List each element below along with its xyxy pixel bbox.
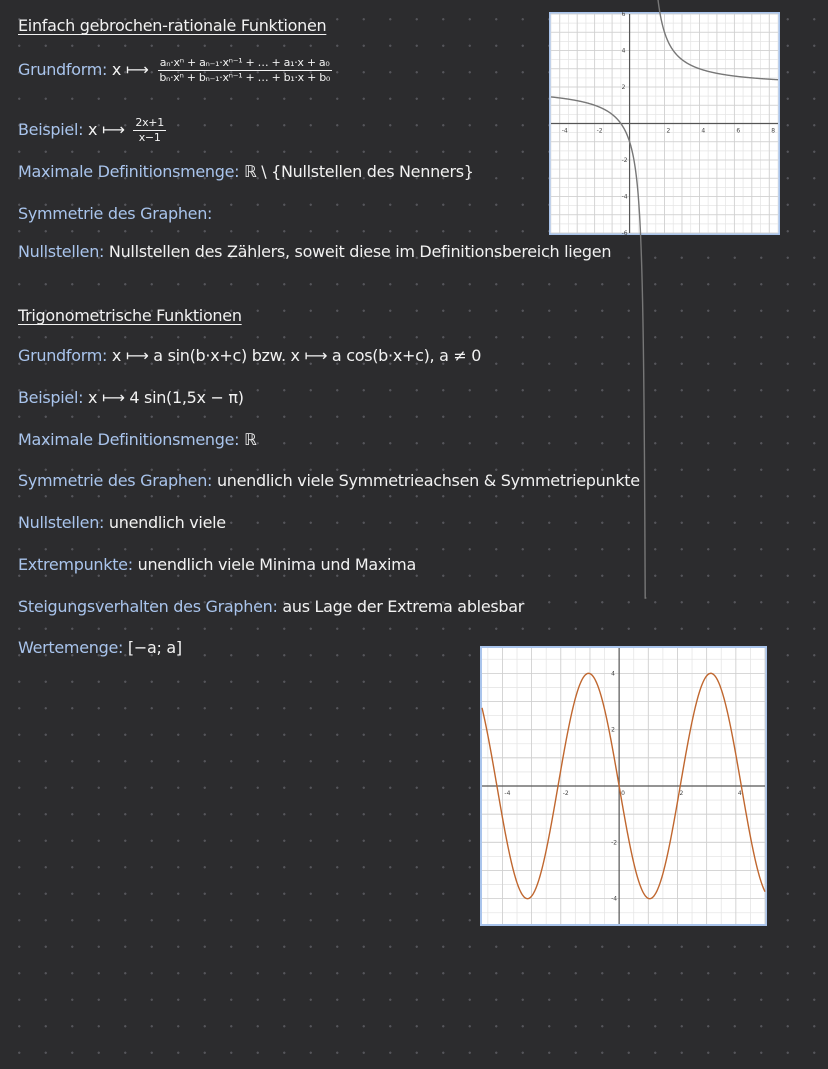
y-tick-label: 4 (621, 47, 626, 55)
sine-function-graph (480, 646, 767, 926)
section2-extrem-row (18, 555, 416, 574)
y-tick-label: -4 (621, 193, 628, 201)
x-tick-label: 6 (736, 127, 741, 135)
y-tick-label: -2 (621, 157, 628, 164)
section2-title: Trigonometrische Funktionen (18, 306, 242, 325)
x-tick-label: -4 (504, 790, 511, 797)
section1-null-label: Nullstellen: (18, 242, 105, 261)
x-tick-label: -2 (562, 790, 569, 797)
rational-function-graph (549, 12, 780, 235)
section1-null-value: Nullstellen des Zählers, soweit diese im Definitionsbereich liegen (108, 242, 612, 261)
section2-def-label: Maximale Definitionsmenge: (18, 430, 240, 449)
section2-werte-row (18, 638, 182, 657)
section2-beispiel-label: Beispiel: (18, 388, 84, 407)
section2-steig-label: Steigungsverhalten des Graphen: (18, 597, 278, 616)
section2-null-row (18, 513, 226, 532)
section1-def-label: Maximale Definitionsmenge: (18, 162, 240, 181)
section1-grundform-fraction (157, 56, 332, 85)
y-tick-label: 6 (621, 11, 626, 18)
section2-extrem-label: Extrempunkte: (18, 555, 133, 574)
y-tick-label: -4 (611, 895, 618, 903)
section1-beispiel-label: Beispiel: (18, 120, 84, 139)
section2-grundform-value: x ⟼ a sin(b·x+c) bzw. x ⟼ a cos(b·x+c), a ≠ 0 (111, 346, 482, 365)
function-curve (647, 0, 778, 80)
section2-sym-label: Symmetrie des Graphen: (18, 471, 213, 490)
y-tick-label: 2 (611, 726, 615, 734)
section1-grundform-lhs: x ⟼ (111, 60, 149, 79)
sine-function-chart (482, 648, 765, 924)
section1-beispiel-denominator: x−1 (138, 131, 161, 144)
section1-def-value: ℝ \ {Nullstellen des Nenners} (244, 162, 474, 181)
section1-sym-label: Symmetrie des Graphen: (18, 204, 213, 223)
y-tick-label: -2 (611, 839, 618, 847)
y-tick-label: 4 (611, 670, 615, 678)
section2-werte-label: Wertemenge: (18, 638, 124, 657)
section1-beispiel-row (18, 116, 166, 145)
section1-grundform-label: Grundform: (18, 60, 108, 79)
section1-sym-row (18, 204, 212, 223)
x-tick-label: 8 (771, 127, 776, 135)
y-tick-label: -6 (621, 230, 628, 237)
x-tick-label: -4 (561, 127, 568, 135)
rational-function-chart (551, 11, 778, 237)
section1-title: Einfach gebrochen-rationale Funktionen (18, 16, 327, 35)
x-tick-label: 4 (701, 127, 706, 135)
section2-extrem-value: unendlich viele Minima und Maxima (137, 555, 416, 574)
section1-beispiel-lhs: x ⟼ (87, 120, 125, 139)
section2-null-value: unendlich viele (108, 513, 226, 532)
section1-grundform-denominator: bₙ·xⁿ + bₙ₋₁·xⁿ⁻¹ + … + b₁·x + b₀ (159, 71, 330, 84)
y-tick-label: 2 (621, 84, 626, 91)
section2-null-label: Nullstellen: (18, 513, 105, 532)
x-tick-label: 4 (737, 790, 742, 797)
section2-grundform-row (18, 346, 481, 365)
x-tick-label: -2 (596, 127, 603, 135)
section1-grundform-row (18, 56, 332, 85)
section1-def-row (18, 162, 474, 181)
section2-sym-row (18, 471, 640, 490)
section2-beispiel-row (18, 388, 244, 407)
x-tick-label: 0 (621, 790, 625, 797)
section2-def-row (18, 430, 256, 449)
section2-beispiel-value: x ⟼ 4 sin(1,5x − π) (87, 388, 244, 407)
section1-beispiel-fraction (133, 116, 166, 145)
section1-null-row (18, 242, 611, 261)
section2-steig-row (18, 597, 524, 616)
x-tick-label: 2 (679, 790, 684, 797)
x-tick-label: 2 (666, 127, 671, 135)
section2-def-value: ℝ (244, 430, 257, 449)
section2-grundform-label: Grundform: (18, 346, 108, 365)
section1-grundform-numerator: aₙ·xⁿ + aₙ₋₁·xⁿ⁻¹ + … + a₁·x + a₀ (159, 56, 330, 69)
function-curve (551, 97, 646, 598)
section1-beispiel-numerator: 2x+1 (135, 116, 164, 129)
section2-sym-value: unendlich viele Symmetrieachsen & Symmetriepunkte (216, 471, 640, 490)
section2-werte-value: [−a; a] (127, 638, 182, 657)
section2-steig-value: aus Lage der Extrema ablesbar (282, 597, 525, 616)
